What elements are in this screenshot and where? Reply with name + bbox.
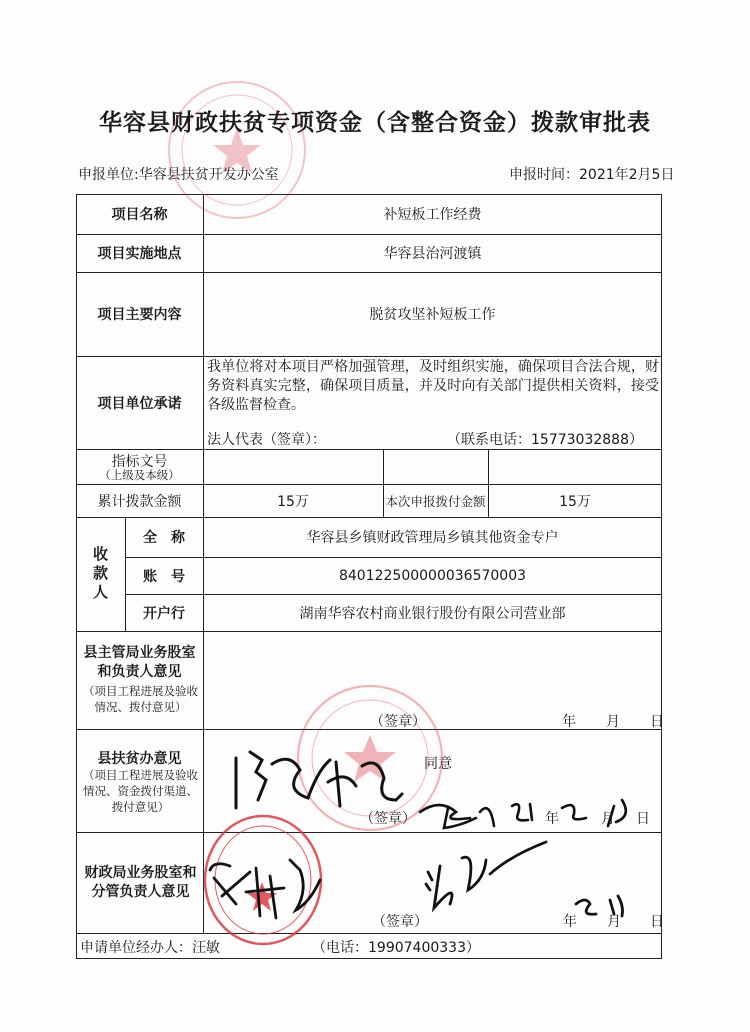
doc-no-sub: （上级及本级） xyxy=(99,468,180,482)
handwritten-signature-3 xyxy=(210,842,623,918)
project-name-label: 项目名称 xyxy=(111,207,168,223)
poverty-office-year: 年 xyxy=(545,811,559,827)
location-value: 华容县治河渡镇 xyxy=(383,246,482,262)
payee-bank-value: 湖南华容农村商业银行股份有限公司营业部 xyxy=(299,605,566,622)
handwritten-signature-2 xyxy=(420,800,626,828)
contact-phone: （联系电话：15773032888） xyxy=(447,432,643,448)
current-amount-value: 15万 xyxy=(559,493,591,510)
location-label: 项目实施地点 xyxy=(97,246,182,262)
commitment-label: 项目单位承诺 xyxy=(97,395,182,412)
county-dept-month: 月 xyxy=(606,714,620,730)
payee-account-label: 账 号 xyxy=(143,568,185,585)
total-amount-label: 累计拨款金额 xyxy=(97,493,182,510)
payee-label: 收款人 xyxy=(91,545,109,603)
poverty-office-sub: （项目工程进展及验收情况、资金拨付渠道、拨付意见） xyxy=(83,768,198,814)
top-seal-stamp xyxy=(169,82,305,218)
poverty-office-seal: （签章） xyxy=(360,811,416,827)
county-dept-year: 年 xyxy=(562,714,576,730)
poverty-office-day: 日 xyxy=(636,811,650,827)
poverty-office-label: 县扶贫办意见 xyxy=(97,751,182,767)
payee-account-value: 840122500000036570003 xyxy=(338,567,527,584)
payee-bank-label: 开户行 xyxy=(143,605,185,622)
county-dept-seal: （签章） xyxy=(370,714,426,730)
current-amount-label: 本次申报拨付金额 xyxy=(385,493,486,509)
content-label: 项目主要内容 xyxy=(97,307,182,323)
poverty-office-opinion: 同意 xyxy=(424,756,452,772)
finance-month: 月 xyxy=(607,914,621,930)
finance-bureau-label: 财政局业务股室和分管负责人意见 xyxy=(84,865,197,900)
handler-phone: （电话：19907400333） xyxy=(312,940,480,956)
finance-seal: （签章） xyxy=(372,914,428,930)
finance-day: 日 xyxy=(650,914,664,930)
total-amount-value: 15万 xyxy=(277,493,309,510)
payee-name-value: 华容县乡镇财政管理局乡镇其他资金专户 xyxy=(306,530,559,546)
project-name-value: 补短板工作经费 xyxy=(383,207,482,223)
doc-no-label: 指标文号 xyxy=(111,454,168,470)
commitment-text: 我单位将对本项目严格加强管理，及时组织实施，确保项目合法合规，财务资料真实完整，确保项目质量，并及时向有关部门提供相关资料，接受各级监督检查。 xyxy=(207,359,659,413)
payee-name-label: 全 称 xyxy=(143,530,185,546)
poverty-office-month: 月 xyxy=(601,811,615,827)
applicant-unit: 申报单位:华容县扶贫开发办公室 xyxy=(78,167,279,183)
county-dept-day: 日 xyxy=(650,714,664,730)
county-dept-sub: （项目工程进展及验收情况、拨付意见） xyxy=(83,684,198,714)
middle-seal-stamp xyxy=(298,686,442,830)
application-date: 申报时间：2021年2月5日 xyxy=(509,167,675,183)
county-dept-label: 县主管局业务股室和负责人意见 xyxy=(83,645,196,680)
form-title: 华容县财政扶贫专项资金（含整合资金）拨款审批表 xyxy=(99,110,651,136)
handler: 申请单位经办人：汪敏 xyxy=(80,940,220,956)
legal-representative: 法人代表（签章）： xyxy=(207,432,326,448)
content-value: 脱贫攻坚补短板工作 xyxy=(369,307,496,323)
finance-year: 年 xyxy=(563,914,577,930)
